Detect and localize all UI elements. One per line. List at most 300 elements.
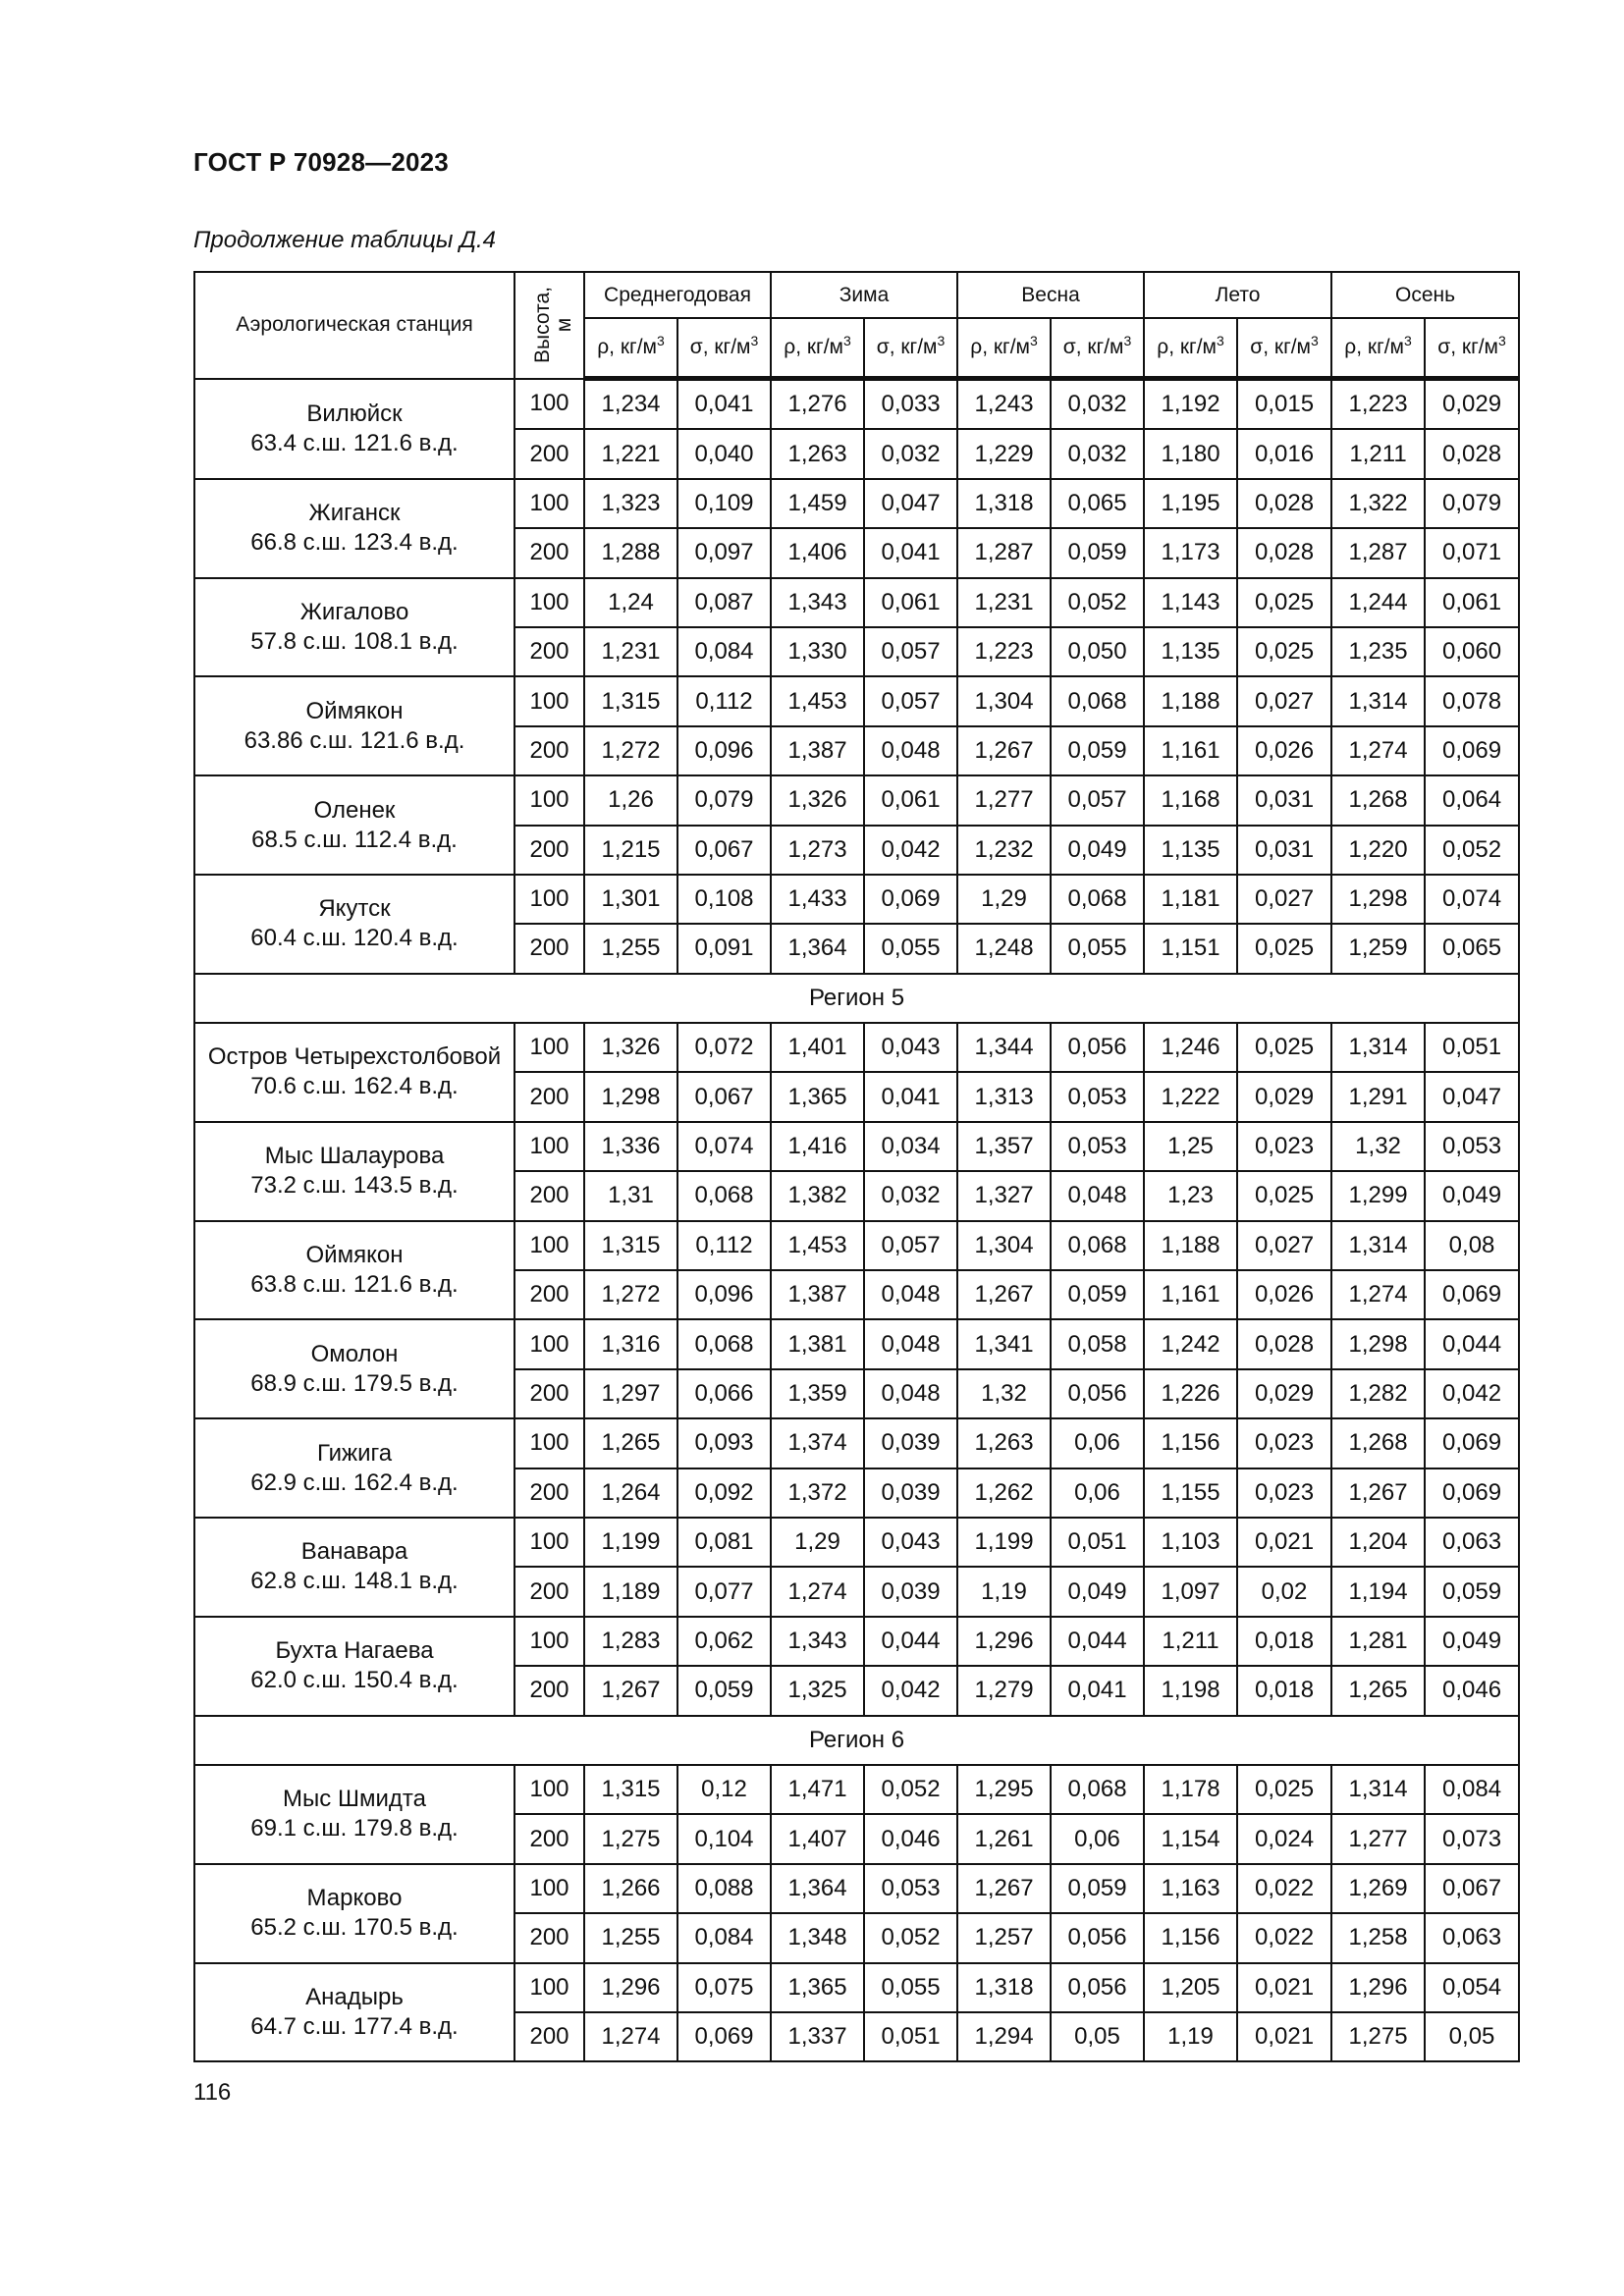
table-row xyxy=(194,1617,1519,1666)
value-cell: 0,068 xyxy=(1051,1221,1144,1270)
value-cell: 1,365 xyxy=(771,1072,864,1121)
station-name: Жигалово xyxy=(299,598,409,625)
region-row xyxy=(194,1716,1519,1765)
value-cell: 0,054 xyxy=(1425,1963,1519,2012)
station-coordinates: 60.4 с.ш. 120.4 в.д. xyxy=(250,925,459,952)
station-name: Оленек xyxy=(313,796,396,824)
value-cell: 1,267 xyxy=(957,726,1051,775)
value-cell: 0,052 xyxy=(864,1913,957,1962)
value-cell: 0,084 xyxy=(677,627,771,676)
height-cell: 200 xyxy=(514,1567,584,1616)
height-cell: 200 xyxy=(514,726,584,775)
value-cell: 1,255 xyxy=(584,924,677,973)
value-cell: 1,156 xyxy=(1144,1913,1237,1962)
value-cell: 0,081 xyxy=(677,1518,771,1567)
unit-label: ρ, кг/м xyxy=(597,336,657,358)
value-cell: 0,041 xyxy=(864,528,957,577)
table-row xyxy=(194,1122,1519,1171)
rho-unit-header xyxy=(1331,318,1425,379)
value-cell: 1,287 xyxy=(1331,528,1425,577)
value-cell: 1,382 xyxy=(771,1171,864,1220)
value-cell: 0,068 xyxy=(1051,676,1144,725)
unit-power: 3 xyxy=(1498,333,1506,348)
document-title: ГОСТ Р 70928—2023 xyxy=(193,147,449,177)
unit-label: ρ, кг/м xyxy=(784,336,843,358)
value-cell: 0,056 xyxy=(1051,1369,1144,1418)
value-cell: 0,06 xyxy=(1051,1468,1144,1518)
value-cell: 0,025 xyxy=(1237,924,1331,973)
value-cell: 0,077 xyxy=(677,1567,771,1616)
value-cell: 1,291 xyxy=(1331,1072,1425,1121)
height-cell: 100 xyxy=(514,1122,584,1171)
value-cell: 1,211 xyxy=(1144,1617,1237,1666)
height-cell: 100 xyxy=(514,1518,584,1567)
value-cell: 1,326 xyxy=(584,1023,677,1072)
value-cell: 0,022 xyxy=(1237,1864,1331,1913)
value-cell: 1,188 xyxy=(1144,1221,1237,1270)
value-cell: 0,039 xyxy=(864,1567,957,1616)
value-cell: 1,322 xyxy=(1331,479,1425,528)
value-cell: 0,05 xyxy=(1425,2012,1519,2061)
value-cell: 1,348 xyxy=(771,1913,864,1962)
station-coordinates: 66.8 с.ш. 123.4 в.д. xyxy=(250,529,459,557)
value-cell: 0,056 xyxy=(1051,1963,1144,2012)
value-cell: 0,057 xyxy=(864,676,957,725)
height-cell: 200 xyxy=(514,429,584,478)
unit-power: 3 xyxy=(1311,333,1319,348)
value-cell: 0,052 xyxy=(864,1765,957,1814)
region-label: Регион 5 xyxy=(194,974,1519,1023)
value-cell: 1,344 xyxy=(957,1023,1051,1072)
value-cell: 0,018 xyxy=(1237,1666,1331,1715)
value-cell: 1,246 xyxy=(1144,1023,1237,1072)
value-cell: 0,06 xyxy=(1051,1418,1144,1468)
table-row xyxy=(194,775,1519,825)
value-cell: 1,263 xyxy=(957,1418,1051,1468)
value-cell: 0,052 xyxy=(1051,578,1144,627)
value-cell: 0,112 xyxy=(677,1221,771,1270)
value-cell: 0,047 xyxy=(1425,1072,1519,1121)
table-row xyxy=(194,479,1519,528)
height-cell: 200 xyxy=(514,924,584,973)
station-name: Гижига xyxy=(316,1439,393,1467)
station-name: Оймякон xyxy=(305,1242,404,1269)
value-cell: 1,168 xyxy=(1144,775,1237,825)
value-cell: 1,244 xyxy=(1331,578,1425,627)
value-cell: 1,135 xyxy=(1144,826,1237,875)
value-cell: 1,255 xyxy=(584,1913,677,1962)
value-cell: 1,387 xyxy=(771,726,864,775)
unit-power: 3 xyxy=(656,333,665,348)
value-cell: 0,028 xyxy=(1237,528,1331,577)
station-name: Вилюйск xyxy=(306,400,403,427)
height-cell: 100 xyxy=(514,1617,584,1666)
rho-unit-header xyxy=(1144,318,1237,379)
value-cell: 1,315 xyxy=(584,1765,677,1814)
value-cell: 1,298 xyxy=(1331,875,1425,924)
value-cell: 1,325 xyxy=(771,1666,864,1715)
value-cell: 1,221 xyxy=(584,429,677,478)
value-cell: 0,052 xyxy=(1425,826,1519,875)
value-cell: 1,318 xyxy=(957,1963,1051,2012)
value-cell: 1,381 xyxy=(771,1319,864,1368)
height-header-line1: Высота, xyxy=(530,286,554,363)
value-cell: 0,029 xyxy=(1425,379,1519,430)
value-cell: 0,088 xyxy=(677,1864,771,1913)
value-cell: 0,053 xyxy=(864,1864,957,1913)
value-cell: 0,051 xyxy=(1051,1518,1144,1567)
value-cell: 0,027 xyxy=(1237,875,1331,924)
station-name: Оймякон xyxy=(305,697,404,724)
value-cell: 1,258 xyxy=(1331,1913,1425,1962)
value-cell: 1,365 xyxy=(771,1963,864,2012)
value-cell: 0,042 xyxy=(864,826,957,875)
value-cell: 0,025 xyxy=(1237,627,1331,676)
value-cell: 1,276 xyxy=(771,379,864,430)
region-label: Регион 6 xyxy=(194,1716,1519,1765)
station-cell xyxy=(194,775,514,875)
height-cell: 100 xyxy=(514,1765,584,1814)
station-coordinates: 62.0 с.ш. 150.4 в.д. xyxy=(250,1667,459,1694)
station-name: Мыс Шалаурова xyxy=(264,1143,445,1170)
value-cell: 1,272 xyxy=(584,1270,677,1319)
sigma-unit-header xyxy=(1237,318,1331,379)
value-cell: 0,059 xyxy=(1051,726,1144,775)
value-cell: 0,053 xyxy=(1425,1122,1519,1171)
value-cell: 0,053 xyxy=(1051,1072,1144,1121)
value-cell: 1,215 xyxy=(584,826,677,875)
value-cell: 0,12 xyxy=(677,1765,771,1814)
value-cell: 0,074 xyxy=(1425,875,1519,924)
height-cell: 200 xyxy=(514,1072,584,1121)
value-cell: 1,459 xyxy=(771,479,864,528)
height-cell: 200 xyxy=(514,1913,584,1962)
value-cell: 1,275 xyxy=(1331,2012,1425,2061)
value-cell: 0,059 xyxy=(1051,528,1144,577)
value-cell: 1,23 xyxy=(1144,1171,1237,1220)
value-cell: 1,25 xyxy=(1144,1122,1237,1171)
value-cell: 0,062 xyxy=(677,1617,771,1666)
unit-label: σ, кг/м xyxy=(689,336,751,358)
station-cell xyxy=(194,875,514,974)
height-cell: 100 xyxy=(514,775,584,825)
value-cell: 0,048 xyxy=(864,726,957,775)
value-cell: 0,031 xyxy=(1237,775,1331,825)
value-cell: 1,299 xyxy=(1331,1171,1425,1220)
value-cell: 1,205 xyxy=(1144,1963,1237,2012)
station-cell xyxy=(194,1617,514,1716)
value-cell: 0,039 xyxy=(864,1418,957,1468)
value-cell: 1,327 xyxy=(957,1171,1051,1220)
value-cell: 1,279 xyxy=(957,1666,1051,1715)
value-cell: 0,026 xyxy=(1237,726,1331,775)
value-cell: 0,031 xyxy=(1237,826,1331,875)
station-name: Бухта Нагаева xyxy=(275,1637,434,1665)
value-cell: 1,364 xyxy=(771,924,864,973)
value-cell: 0,023 xyxy=(1237,1122,1331,1171)
value-cell: 0,068 xyxy=(677,1171,771,1220)
value-cell: 1,364 xyxy=(771,1864,864,1913)
value-cell: 1,32 xyxy=(1331,1122,1425,1171)
value-cell: 1,173 xyxy=(1144,528,1237,577)
station-coordinates: 65.2 с.ш. 170.5 в.д. xyxy=(250,1914,459,1942)
height-cell: 100 xyxy=(514,1418,584,1468)
station-cell xyxy=(194,1221,514,1320)
value-cell: 1,232 xyxy=(957,826,1051,875)
value-cell: 1,274 xyxy=(584,2012,677,2061)
height-cell: 100 xyxy=(514,578,584,627)
value-cell: 1,178 xyxy=(1144,1765,1237,1814)
sigma-unit-header xyxy=(1051,318,1144,379)
value-cell: 1,192 xyxy=(1144,379,1237,430)
value-cell: 1,296 xyxy=(1331,1963,1425,2012)
value-cell: 1,161 xyxy=(1144,1270,1237,1319)
value-cell: 0,084 xyxy=(1425,1765,1519,1814)
table-row xyxy=(194,1418,1519,1468)
value-cell: 1,267 xyxy=(957,1270,1051,1319)
value-cell: 0,112 xyxy=(677,676,771,725)
value-cell: 0,071 xyxy=(1425,528,1519,577)
value-cell: 0,096 xyxy=(677,1270,771,1319)
station-coordinates: 63.8 с.ш. 121.6 в.д. xyxy=(250,1271,459,1299)
value-cell: 1,223 xyxy=(1331,379,1425,430)
value-cell: 1,242 xyxy=(1144,1319,1237,1368)
value-cell: 0,068 xyxy=(1051,875,1144,924)
height-cell: 100 xyxy=(514,1864,584,1913)
station-coordinates: 62.9 с.ш. 162.4 в.д. xyxy=(250,1468,459,1496)
value-cell: 1,189 xyxy=(584,1567,677,1616)
height-cell: 200 xyxy=(514,528,584,577)
value-cell: 0,079 xyxy=(1425,479,1519,528)
value-cell: 1,243 xyxy=(957,379,1051,430)
value-cell: 0,064 xyxy=(1425,775,1519,825)
value-cell: 1,318 xyxy=(957,479,1051,528)
station-name: Ванавара xyxy=(300,1538,408,1566)
value-cell: 0,068 xyxy=(677,1319,771,1368)
value-cell: 0,104 xyxy=(677,1814,771,1863)
value-cell: 1,195 xyxy=(1144,479,1237,528)
value-cell: 1,296 xyxy=(584,1963,677,2012)
value-cell: 1,26 xyxy=(584,775,677,825)
value-cell: 1,266 xyxy=(584,1864,677,1913)
value-cell: 1,19 xyxy=(957,1567,1051,1616)
value-cell: 1,341 xyxy=(957,1319,1051,1368)
value-cell: 0,096 xyxy=(677,726,771,775)
value-cell: 0,079 xyxy=(677,775,771,825)
value-cell: 1,272 xyxy=(584,726,677,775)
station-cell xyxy=(194,379,514,479)
value-cell: 0,042 xyxy=(864,1666,957,1715)
value-cell: 0,061 xyxy=(864,578,957,627)
value-cell: 1,135 xyxy=(1144,627,1237,676)
station-cell xyxy=(194,1122,514,1221)
value-cell: 1,453 xyxy=(771,676,864,725)
value-cell: 0,067 xyxy=(677,826,771,875)
unit-power: 3 xyxy=(842,333,851,348)
value-cell: 0,025 xyxy=(1237,1023,1331,1072)
table-row xyxy=(194,1518,1519,1567)
value-cell: 1,314 xyxy=(1331,676,1425,725)
station-name: Марково xyxy=(306,1885,403,1912)
unit-label: σ, кг/м xyxy=(876,336,938,358)
station-name: Мыс Шмидта xyxy=(283,1786,426,1813)
value-cell: 0,057 xyxy=(864,627,957,676)
value-cell: 0,050 xyxy=(1051,627,1144,676)
station-cell xyxy=(194,1765,514,1864)
value-cell: 1,199 xyxy=(584,1518,677,1567)
value-cell: 0,072 xyxy=(677,1023,771,1072)
sigma-unit-header xyxy=(1425,318,1519,379)
value-cell: 1,274 xyxy=(1331,1270,1425,1319)
season-header: Среднегодовая xyxy=(584,272,771,318)
value-cell: 1,313 xyxy=(957,1072,1051,1121)
value-cell: 1,314 xyxy=(1331,1765,1425,1814)
value-cell: 1,406 xyxy=(771,528,864,577)
height-cell: 200 xyxy=(514,1468,584,1518)
table-row xyxy=(194,1221,1519,1270)
value-cell: 1,274 xyxy=(1331,726,1425,775)
unit-label: ρ, кг/м xyxy=(1344,336,1404,358)
value-cell: 1,234 xyxy=(584,379,677,430)
value-cell: 1,267 xyxy=(957,1864,1051,1913)
value-cell: 0,029 xyxy=(1237,1072,1331,1121)
value-cell: 0,016 xyxy=(1237,429,1331,478)
station-name: Анадырь xyxy=(305,1983,404,2010)
value-cell: 0,043 xyxy=(864,1518,957,1567)
density-table xyxy=(193,271,1520,2062)
value-cell: 1,220 xyxy=(1331,826,1425,875)
unit-power: 3 xyxy=(1123,333,1132,348)
value-cell: 1,188 xyxy=(1144,676,1237,725)
value-cell: 0,041 xyxy=(1051,1666,1144,1715)
value-cell: 1,374 xyxy=(771,1418,864,1468)
value-cell: 0,073 xyxy=(1425,1814,1519,1863)
value-cell: 1,29 xyxy=(957,875,1051,924)
value-cell: 0,109 xyxy=(677,479,771,528)
height-cell: 200 xyxy=(514,627,584,676)
value-cell: 1,343 xyxy=(771,578,864,627)
value-cell: 0,044 xyxy=(864,1617,957,1666)
value-cell: 0,069 xyxy=(1425,1468,1519,1518)
value-cell: 0,087 xyxy=(677,578,771,627)
value-cell: 1,359 xyxy=(771,1369,864,1418)
station-coordinates: 57.8 с.ш. 108.1 в.д. xyxy=(250,627,459,655)
value-cell: 0,026 xyxy=(1237,1270,1331,1319)
station-cell xyxy=(194,1518,514,1617)
value-cell: 0,029 xyxy=(1237,1369,1331,1418)
value-cell: 0,058 xyxy=(1051,1319,1144,1368)
station-name: Жиганск xyxy=(308,500,401,527)
value-cell: 0,065 xyxy=(1051,479,1144,528)
value-cell: 1,24 xyxy=(584,578,677,627)
value-cell: 0,049 xyxy=(1425,1171,1519,1220)
value-cell: 0,055 xyxy=(864,1963,957,2012)
value-cell: 0,084 xyxy=(677,1913,771,1962)
unit-label: σ, кг/м xyxy=(1062,336,1124,358)
value-cell: 0,041 xyxy=(677,379,771,430)
value-cell: 1,407 xyxy=(771,1814,864,1863)
value-cell: 1,277 xyxy=(957,775,1051,825)
value-cell: 1,268 xyxy=(1331,1418,1425,1468)
height-cell: 100 xyxy=(514,1319,584,1368)
value-cell: 0,051 xyxy=(1425,1023,1519,1072)
season-header: Лето xyxy=(1144,272,1331,318)
value-cell: 1,387 xyxy=(771,1270,864,1319)
table-row xyxy=(194,379,1519,430)
value-cell: 0,048 xyxy=(864,1319,957,1368)
value-cell: 1,288 xyxy=(584,528,677,577)
value-cell: 0,034 xyxy=(864,1122,957,1171)
value-cell: 1,297 xyxy=(584,1369,677,1418)
height-cell: 200 xyxy=(514,1666,584,1715)
value-cell: 1,097 xyxy=(1144,1567,1237,1616)
height-header-line2: м xyxy=(552,317,575,332)
value-cell: 1,229 xyxy=(957,429,1051,478)
value-cell: 0,059 xyxy=(1051,1270,1144,1319)
value-cell: 1,336 xyxy=(584,1122,677,1171)
value-cell: 1,298 xyxy=(584,1072,677,1121)
value-cell: 0,066 xyxy=(677,1369,771,1418)
station-coordinates: 70.6 с.ш. 162.4 в.д. xyxy=(250,1073,459,1100)
value-cell: 1,337 xyxy=(771,2012,864,2061)
value-cell: 0,08 xyxy=(1425,1221,1519,1270)
table-row xyxy=(194,1023,1519,1072)
height-cell: 100 xyxy=(514,479,584,528)
value-cell: 0,032 xyxy=(864,1171,957,1220)
value-cell: 0,043 xyxy=(864,1023,957,1072)
table-caption: Продолжение таблицы Д.4 xyxy=(193,227,497,253)
rho-unit-header xyxy=(584,318,677,379)
height-cell: 100 xyxy=(514,1023,584,1072)
station-coordinates: 63.86 с.ш. 121.6 в.д. xyxy=(244,726,465,754)
value-cell: 0,028 xyxy=(1237,1319,1331,1368)
value-cell: 1,226 xyxy=(1144,1369,1237,1418)
value-cell: 0,074 xyxy=(677,1122,771,1171)
height-cell: 200 xyxy=(514,2012,584,2061)
station-coordinates: 69.1 с.ш. 179.8 в.д. xyxy=(250,1815,459,1842)
unit-power: 3 xyxy=(750,333,759,348)
value-cell: 1,357 xyxy=(957,1122,1051,1171)
value-cell: 1,204 xyxy=(1331,1518,1425,1567)
value-cell: 0,046 xyxy=(864,1814,957,1863)
value-cell: 1,372 xyxy=(771,1468,864,1518)
value-cell: 0,021 xyxy=(1237,1518,1331,1567)
value-cell: 1,343 xyxy=(771,1617,864,1666)
value-cell: 1,298 xyxy=(1331,1319,1425,1368)
value-cell: 0,051 xyxy=(864,2012,957,2061)
value-cell: 0,063 xyxy=(1425,1518,1519,1567)
unit-power: 3 xyxy=(937,333,946,348)
season-header: Весна xyxy=(957,272,1144,318)
value-cell: 0,075 xyxy=(677,1963,771,2012)
value-cell: 1,161 xyxy=(1144,726,1237,775)
sigma-unit-header xyxy=(677,318,771,379)
table-row xyxy=(194,578,1519,627)
value-cell: 1,231 xyxy=(957,578,1051,627)
value-cell: 0,048 xyxy=(864,1369,957,1418)
unit-label: ρ, кг/м xyxy=(970,336,1030,358)
value-cell: 0,048 xyxy=(1051,1171,1144,1220)
value-cell: 1,316 xyxy=(584,1319,677,1368)
value-cell: 0,015 xyxy=(1237,379,1331,430)
value-cell: 0,059 xyxy=(677,1666,771,1715)
value-cell: 0,033 xyxy=(864,379,957,430)
station-cell xyxy=(194,1023,514,1122)
value-cell: 0,068 xyxy=(1051,1765,1144,1814)
value-cell: 0,022 xyxy=(1237,1913,1331,1962)
value-cell: 1,154 xyxy=(1144,1814,1237,1863)
value-cell: 0,032 xyxy=(1051,429,1144,478)
